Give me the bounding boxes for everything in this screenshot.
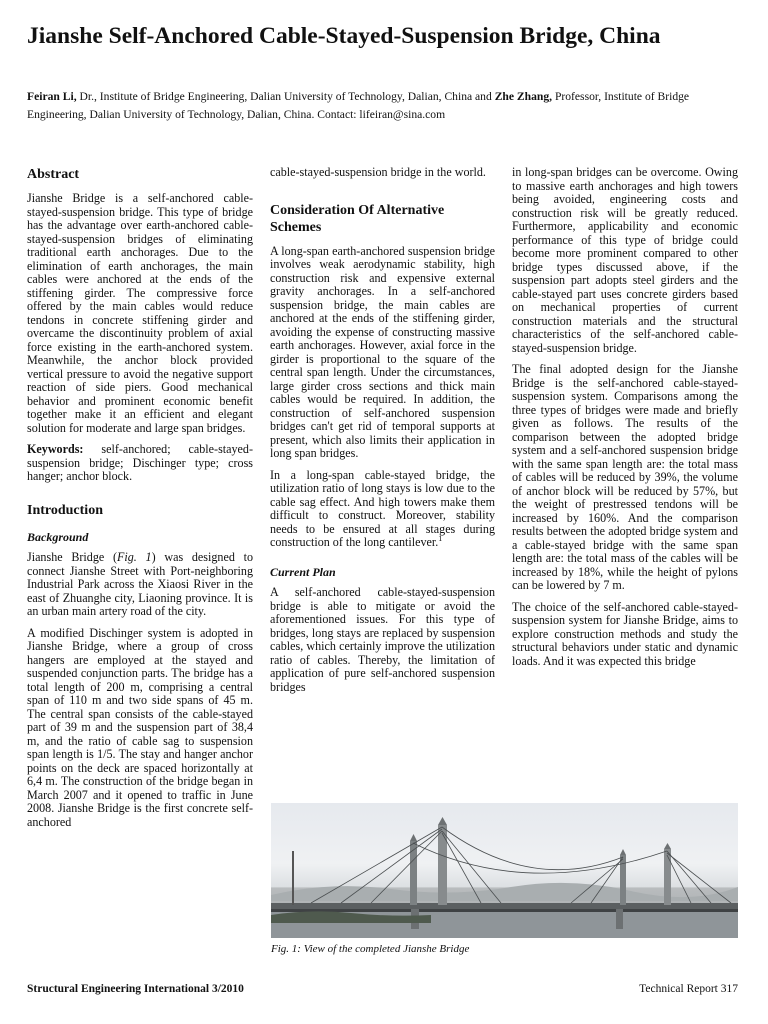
column-1	[27, 166, 253, 837]
bridge-photo	[271, 803, 738, 938]
choice-paragraph: The choice of the self-anchored cable-stayed-suspension system for Jianshe Bridge, aims to explore construction methods and study the structural behaviors under static and dynamic loads. And it was expected this bridge	[512, 599, 738, 668]
bridge-illustration	[271, 803, 738, 938]
background-subheading: Background	[27, 529, 89, 544]
current-plan-paragraph: A self-anchored cable-stayed-suspension bridge is able to mitigate or avoid the aforementioned issues. For this type of bridges, long stays are replaced by suspension cables, which certainly improve the utilization ratio of cables. Thereby, the limitation of application of pure self-anchored suspension bridges	[270, 585, 495, 694]
current-plan-paragraph-continued: in long-span bridges can be overcome. Owing to massive earth anchorages and high towers being avoided, engineering costs and construction risk will be greatly reduced. Furthermore, applicability and economic performance of this type of bridge could become more prominent compared to other bridge types discussed above, if the suspension part adopts steel girders and the cable-stayed part uses concrete girders based on mechanical properties of current construction materials and the structural characteristics of the self-anchored cable-stayed-suspension bridge.	[512, 165, 738, 355]
final-design-paragraph: The final adopted design for the Jianshe Bridge is the self-anchored cable-stayed-suspension system. Comparisons among the three types of bridges were made and briefly given as follows. The results of the comparison between the adopted bridge system and a self-anchored suspension bridge with the same span length are: the total mass of cables will be reduced by 39%, the volume of anchor block will be reduced by 57%, but the weight of prestressed tendons will be increased by 160%. And the comparison results between the adopted bridge system and a cable-stayed bridge with the same span length are: the total mass of the cables will be increased by 18%, while the height of pylons can be lowered by 7 m.	[512, 362, 738, 592]
author-line	[27, 88, 742, 124]
abstract-text: Jianshe Bridge is a self-anchored cable-stayed-suspension bridge. This type of bridge has the advantage over earth-anchored cable-stayed-suspension bridges of eliminating traditional earth anchorages. Due to the elimination of earth anchorages, the main cables were anchored at the ends of the stiffening girder. The compressive force offered by the main cables would reduce tendons in concrete stiffening girder and overcame the discontinuity problem of axial force existing in the earth-anchored system. Meanwhile, the anchor block provided vertical pressure to avoid the negative support reaction of side piers. Good mechanical behavior and prominent economic benefit together make it an efficient and elegant solution for moderate and large span bridges.	[27, 191, 253, 435]
alternatives-paragraph-1: A long-span earth-anchored suspension bridge involves weak aerodynamic stability, high construction risk and expensive external gravity anchorages. In a self-anchored suspension bridge, the main cables are anchored at the ends of the stiffening girder, avoiding the expense of constructing massive earth anchorages. However, axial force in the girder is proportional to the square of the central span length. Under the circumstances, large girder cross sections and thick main cables would be required. In addition, the construction of self-anchored suspension bridges can't get rid of temporal supports at present, which also limits their application in long span bridges.	[270, 243, 495, 460]
keywords-text: self-anchored; cable-stayed-suspension bridge; Dischinger type; cross hanger; anchor block.	[27, 442, 253, 483]
figure-reference: Fig. 1	[117, 550, 152, 564]
author1-name: Feiran Li,	[27, 90, 77, 103]
keywords-label: Keywords:	[27, 442, 84, 456]
column-3	[512, 166, 738, 676]
footnote-ref: 1	[438, 533, 443, 543]
author2-affiliation: Professor, Institute of Bridge Engineering, Dalian University of Technology, Dalian, China. Contact: lifeiran@sina.com	[27, 90, 690, 121]
abstract-heading: Abstract	[27, 167, 80, 182]
intro-paragraph-2-continued: cable-stayed-suspension bridge in the world.	[270, 165, 486, 179]
author2-name: Zhe Zhang,	[494, 90, 553, 103]
page-number-footer: Technical Report 317	[639, 983, 738, 995]
current-plan-subheading: Current Plan	[270, 564, 336, 579]
author1-affiliation: Dr., Institute of Bridge Engineering, Dalian University of Technology, Dalian, China and	[76, 90, 495, 103]
article-title: Jianshe Self-Anchored Cable-Stayed-Suspension Bridge, China	[27, 23, 661, 49]
figure-caption: Fig. 1: View of the completed Jianshe Bridge	[271, 943, 470, 955]
column-2	[270, 166, 495, 702]
alternatives-heading: Consideration Of Alternative Schemes	[270, 202, 445, 235]
introduction-heading: Introduction	[27, 502, 103, 518]
intro-paragraph-1: Jianshe Bridge (Fig. 1) was designed to connect Jianshe Street with Port-neighboring Industrial Park across the Xiaosi River in the east of Zhuanghe city, Liaoning province. It is an urban main artery road of the city.	[27, 550, 253, 618]
keywords	[27, 443, 253, 484]
intro-paragraph-2: A modified Dischinger system is adopted in Jianshe Bridge, where a group of cross hangers are employed at the stayed and suspended conjunction parts. The bridge has a total length of 200 m, comprising a central span of 110 m and two side spans of 45 m. The central span consists of the cable-stayed part of 39 m and the suspension part of 38,4 m, and the ratio of cable sag to suspension span length is 1/5. The stay and hanger anchor points on the deck are spaced horizontally at 6,4 m. The construction of the bridge began in March 2007 and it opened to traffic in June 2008. Jianshe Bridge is the first concrete self-anchored	[27, 625, 253, 829]
alternatives-paragraph-2: In a long-span cable-stayed bridge, the utilization ratio of long stays is low due to the cable sag effect. And high towers make them difficult to construct. Moreover, stability needs to be ensured at all stages during construction of the long cantilever.$^1$	[270, 467, 495, 549]
journal-footer: Structural Engineering International 3/2010	[27, 983, 244, 995]
